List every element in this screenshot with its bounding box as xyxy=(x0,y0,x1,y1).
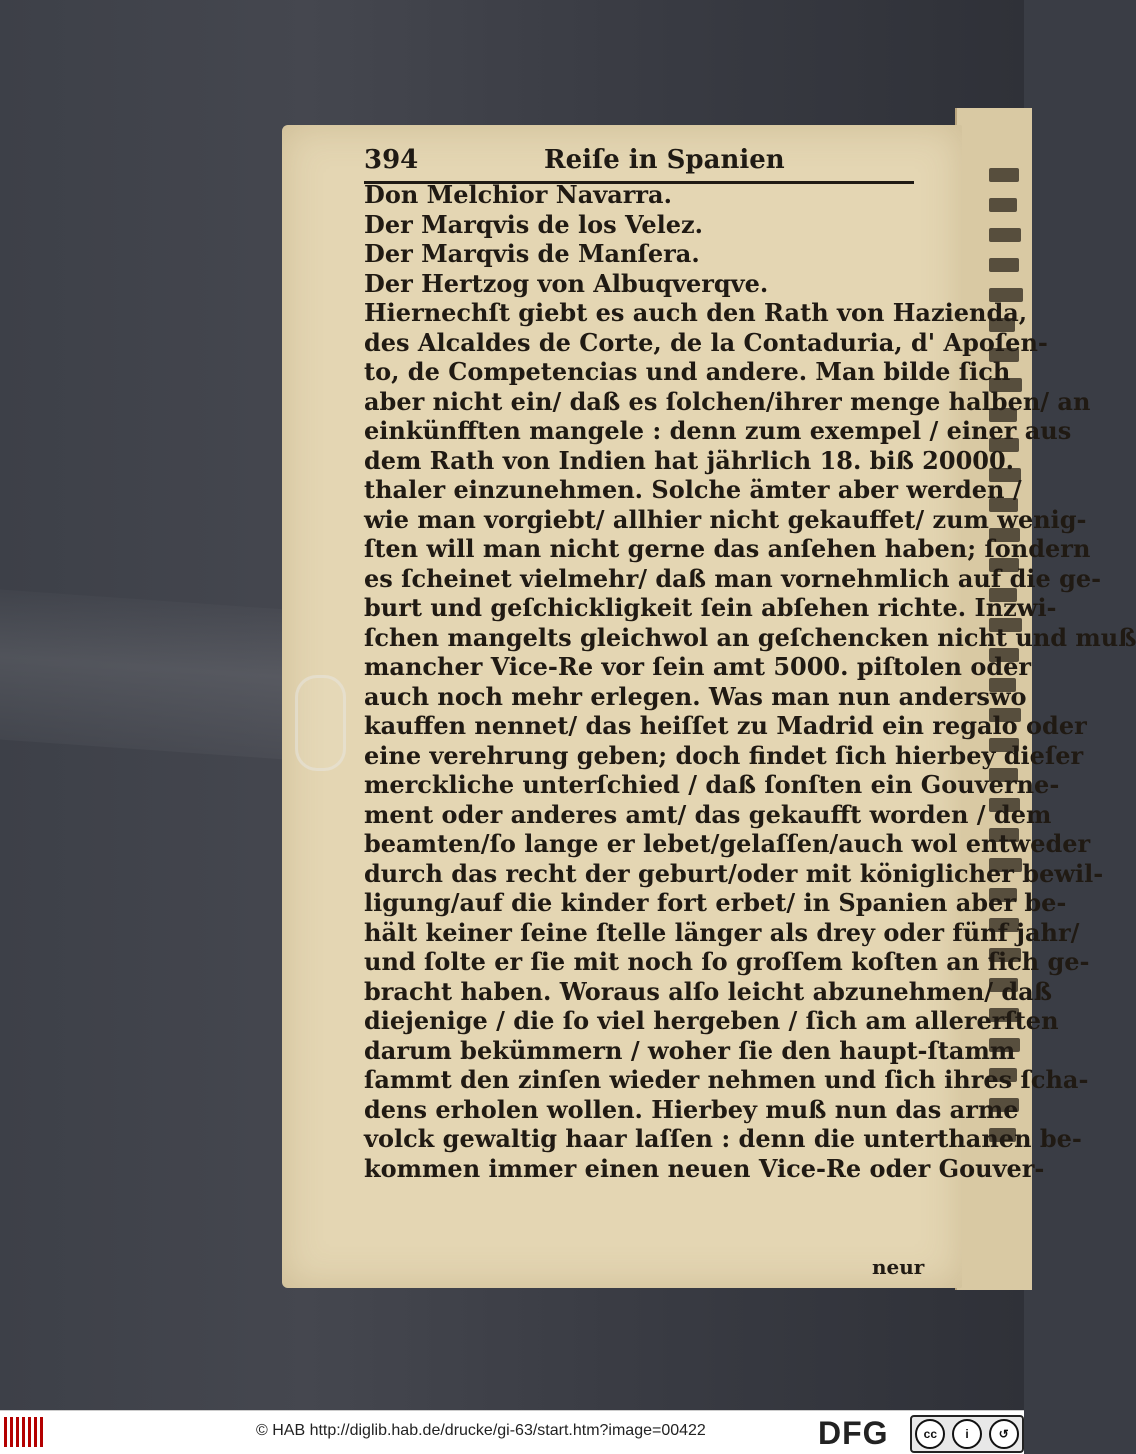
text-line: darum bekümmern / woher ſie den haupt-ſtamm xyxy=(364,1035,1016,1065)
by-icon: i xyxy=(952,1419,982,1449)
text-line: es ſcheinet vielmehr/ daß man vornehmlich auf die ge- xyxy=(364,563,1102,593)
text-line: to, de Competencias und andere. Man bilde ſich xyxy=(364,357,1011,386)
text-line: wie man vorgiebt/ allhier nicht gekauffet/ zum wenig- xyxy=(364,504,1087,534)
text-line: Der Marqvis de Manſera. xyxy=(364,239,700,268)
text-line: ſchen mangelts gleichwol an geſchencken nicht und muß xyxy=(364,622,1136,652)
text-line: ligung/auf die kinder fort erbet/ in Spanien aber be- xyxy=(364,888,1067,917)
text-line: kommen immer einen neuen Vice-Re oder Gouver- xyxy=(364,1153,1045,1183)
text-line: dem Rath von Indien hat jährlich 18. biß 20000. xyxy=(364,445,1015,475)
text-line: volck gewaltig haar laſſen : denn die unterthanen be- xyxy=(364,1124,1082,1153)
text-line: mancher Vice-Re vor ſein amt 5000. piſtolen oder xyxy=(364,652,1032,681)
text-line: hält keiner ſeine ſtelle länger als drey oder fünf jahr/ xyxy=(364,917,1080,947)
text-line: burt und geſchickligkeit ſein abſehen richte. Inzwi- xyxy=(364,593,1057,622)
text-line: dens erholen wollen. Hierbey muß nun das arme xyxy=(364,1094,1019,1124)
text-line: Der Marqvis de los Velez. xyxy=(364,209,704,239)
catchword: neur xyxy=(872,1255,925,1279)
page-header xyxy=(364,145,914,185)
text-line: einkünfften mangele : denn zum exempel / einer aus xyxy=(364,416,1072,445)
text-line: ſten will man nicht gerne das anſehen haben; ſondern xyxy=(364,534,1091,563)
page-number: 394 xyxy=(364,145,419,175)
text-line: eine verehrung geben; doch findet ſich hierbey dieſer xyxy=(364,740,1084,770)
text-line: durch das recht der geburt/oder mit königlicher bewil- xyxy=(364,858,1104,888)
text-line: ment oder anderes amt/ das gekaufft worden / dem xyxy=(364,799,1052,829)
hab-logo-icon xyxy=(4,1417,46,1447)
text-line: des Alcaldes de Corte, de la Contaduria, d' Apoſen- xyxy=(364,327,1048,357)
cc-license-badge[interactable] xyxy=(910,1415,1024,1453)
book-page xyxy=(282,125,1136,1288)
cc-icon: cc xyxy=(915,1419,945,1449)
text-line: aber nicht ein/ daß es ſolchen/ihrer menge halben/ an xyxy=(364,386,1091,416)
text-line: Don Melchior Navarra. xyxy=(364,180,672,209)
text-line: Der Hertzog von Albuqverqve. xyxy=(364,268,769,298)
text-line: diejenige / die ſo viel hergeben / ſich am allererſten xyxy=(364,1006,1059,1035)
text-line: und ſolte er ſie mit noch ſo groſſem koſten an ſich ge- xyxy=(364,947,1090,976)
dfg-logo: DFG xyxy=(818,1415,889,1451)
strap-clip xyxy=(295,675,346,771)
text-line: auch noch mehr erlegen. Was man nun anderswo xyxy=(364,681,1027,711)
sa-icon: ↺ xyxy=(989,1419,1019,1449)
running-title: Reiſe in Spanien xyxy=(544,145,785,175)
footer-credit[interactable]: © HAB http://diglib.hab.de/drucke/gi-63/start.htm?image=00422 xyxy=(256,1422,706,1439)
text-line: thaler einzunehmen. Solche ämter aber werden / xyxy=(364,475,1022,504)
text-line: kauffen nennet/ das heiſſet zu Madrid ein regalo oder xyxy=(364,711,1087,740)
text-line: merckliche unterſchied / daß ſonſten ein Gouverne- xyxy=(364,770,1060,799)
text-line: bracht haben. Woraus alſo leicht abzunehmen/ daß xyxy=(364,976,1052,1006)
text-line: beamten/ſo lange er lebet/gelaſſen/auch wol entweder xyxy=(364,829,1091,858)
text-line: Hiernechſt giebt es auch den Rath von Hazienda, xyxy=(364,298,1028,327)
text-line: ſammt den zinſen wieder nehmen und ſich ihres ſcha- xyxy=(364,1065,1089,1094)
footer-bar xyxy=(0,1410,1024,1454)
